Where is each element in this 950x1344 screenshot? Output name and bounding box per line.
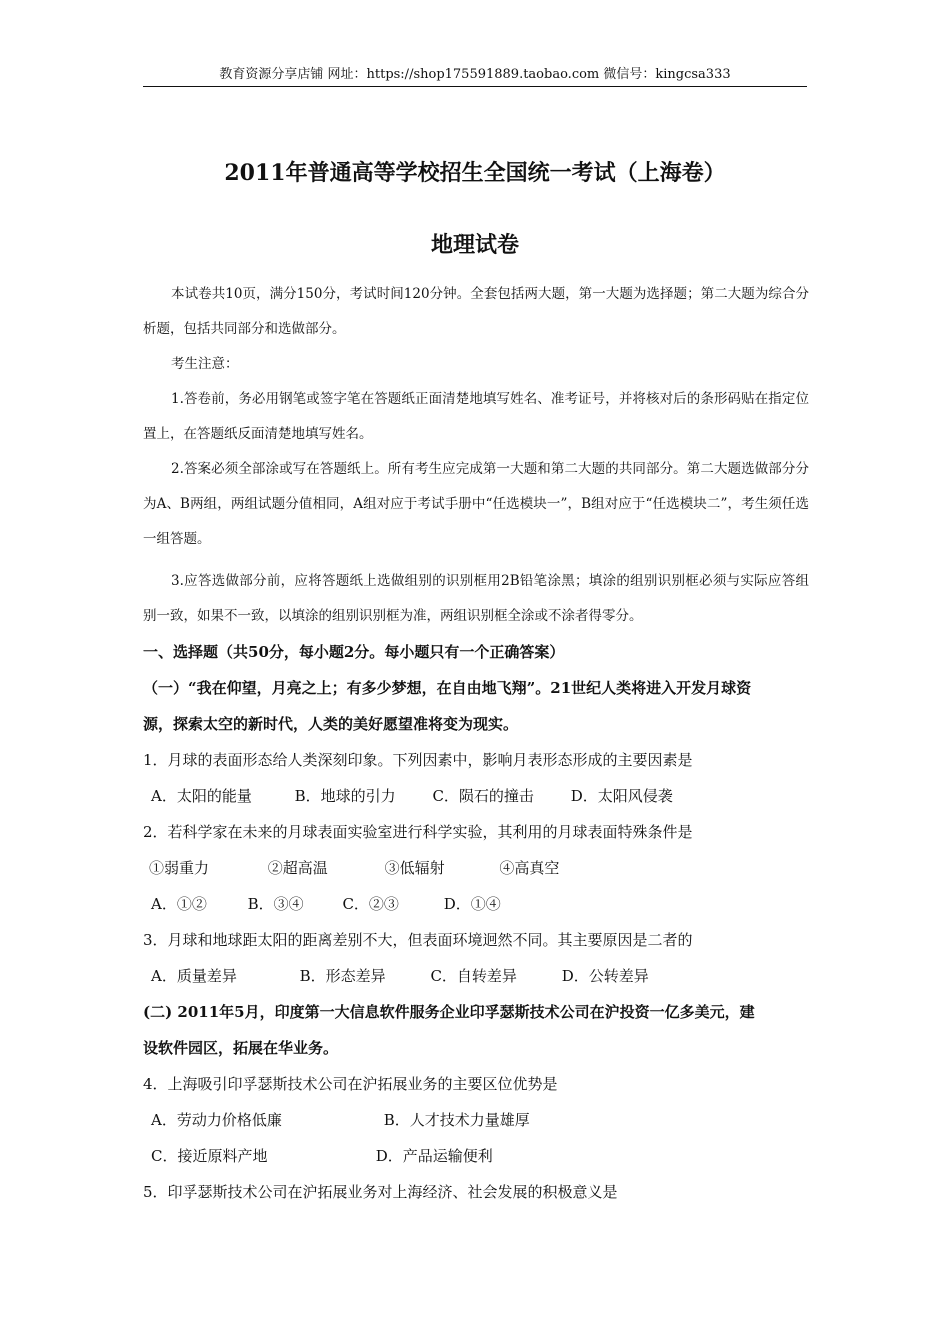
q2-item-1: ①弱重力 (149, 859, 210, 877)
intro-paragraph: 本试卷共10页，满分150分，考试时间120分钟。全套包括两大题，第一大题为选择题；第二大题为综合分析题，包括共同部分和选做部分。 (143, 286, 809, 337)
note-3: 3.应答选做部分前，应将答题纸上选做组别的识别框用2B铅笔涂黑；填涂的组别识别框必须与实际应答组别一致，如果不一致，以填涂的组别识别框为准，两组识别框全涂或不涂者得零分。 (143, 573, 809, 624)
q2-option-d: D．①④ (443, 895, 501, 913)
q2-item-4: ④高真空 (499, 859, 560, 877)
q4-option-d: D．产品运输便利 (375, 1147, 493, 1165)
q3-option-a: A．质量差异 (151, 967, 237, 985)
q1-stem: 1．月球的表面形态给人类深刻印象。下列因素中，影响月表形态形成的主要因素是 (143, 751, 693, 769)
q3-option-c: C．自转差异 (430, 967, 517, 985)
group1-intro-line2: 源，探索太空的新时代，人类的美好愿望准将变为现实。 (143, 715, 519, 733)
q1-option-a: A．太阳的能量 (151, 787, 252, 805)
q2-option-a: A．①② (151, 895, 207, 913)
q4-option-b: B．人才技术力量雄厚 (383, 1111, 530, 1129)
q2-option-c: C．②③ (342, 895, 399, 913)
section-heading: 一、选择题（共50分，每小题2分。每小题只有一个正确答案） (143, 643, 565, 661)
q1-options (143, 785, 823, 806)
q1-option-b: B．地球的引力 (294, 787, 396, 805)
q4-option-a: A．劳动力价格低廉 (151, 1111, 282, 1129)
group1-intro-line1: （一）“我在仰望，月亮之上；有多少梦想，在自由地飞翔”。21世纪人类将进入开发月球资 (143, 679, 752, 697)
q2-items (143, 857, 823, 878)
header-divider (143, 86, 807, 87)
note-1: 1.答卷前，务必用钢笔或签字笔在答题纸正面清楚地填写姓名、准考证号，并将核对后的条形码贴在指定位置上，在答题纸反面清楚地填写姓名。 (143, 391, 809, 442)
exam-title: 2011年普通高等学校招生全国统一考试（上海卷） (224, 160, 726, 186)
q2-item-3: ③低辐射 (384, 859, 445, 877)
q4-options-row2 (143, 1145, 823, 1166)
group2-intro-line1: (二) 2011年5月，印度第一大信息软件服务企业印孚瑟斯技术公司在沪投资一亿多美元，建 (143, 1003, 755, 1021)
q4-options-row1 (143, 1109, 823, 1130)
q3-stem: 3．月球和地球距太阳的距离差别不大，但表面环境迥然不同。其主要原因是二者的 (143, 931, 693, 949)
q2-stem: 2．若科学家在未来的月球表面实验室进行科学实验，其利用的月球表面特殊条件是 (143, 823, 693, 841)
notice-label: 考生注意： (171, 356, 239, 372)
q1-option-c: C．陨石的撞击 (432, 787, 534, 805)
q4-option-c: C．接近原料产地 (151, 1147, 268, 1165)
q1-option-d: D．太阳风侵袭 (570, 787, 673, 805)
q3-options (143, 965, 823, 986)
q4-stem: 4．上海吸引印孚瑟斯技术公司在沪拓展业务的主要区位优势是 (143, 1075, 558, 1093)
page-header: 教育资源分享店铺 网址：https://shop175591889.taobao.com 微信号：kingcsa333 (219, 67, 731, 82)
note-2: 2.答案必须全部涂或写在答题纸上。所有考生应完成第一大题和第二大题的共同部分。第二大题选做部分分为A、B两组，两组试题分值相同，A组对应于考试手册中“任选模块一”，B组对应于“任选模块二”，考生须任选一组答题。 (143, 461, 809, 547)
q3-option-b: B．形态差异 (299, 967, 386, 985)
exam-subtitle: 地理试卷 (430, 232, 519, 258)
q5-stem: 5．印孚瑟斯技术公司在沪拓展业务对上海经济、社会发展的积极意义是 (143, 1183, 618, 1201)
q2-option-b: B．③④ (247, 895, 304, 913)
q3-option-d: D．公转差异 (561, 967, 649, 985)
group2-intro-line2: 设软件园区，拓展在华业务。 (143, 1039, 339, 1057)
q2-options (143, 893, 823, 914)
q2-item-2: ②超高温 (267, 859, 328, 877)
